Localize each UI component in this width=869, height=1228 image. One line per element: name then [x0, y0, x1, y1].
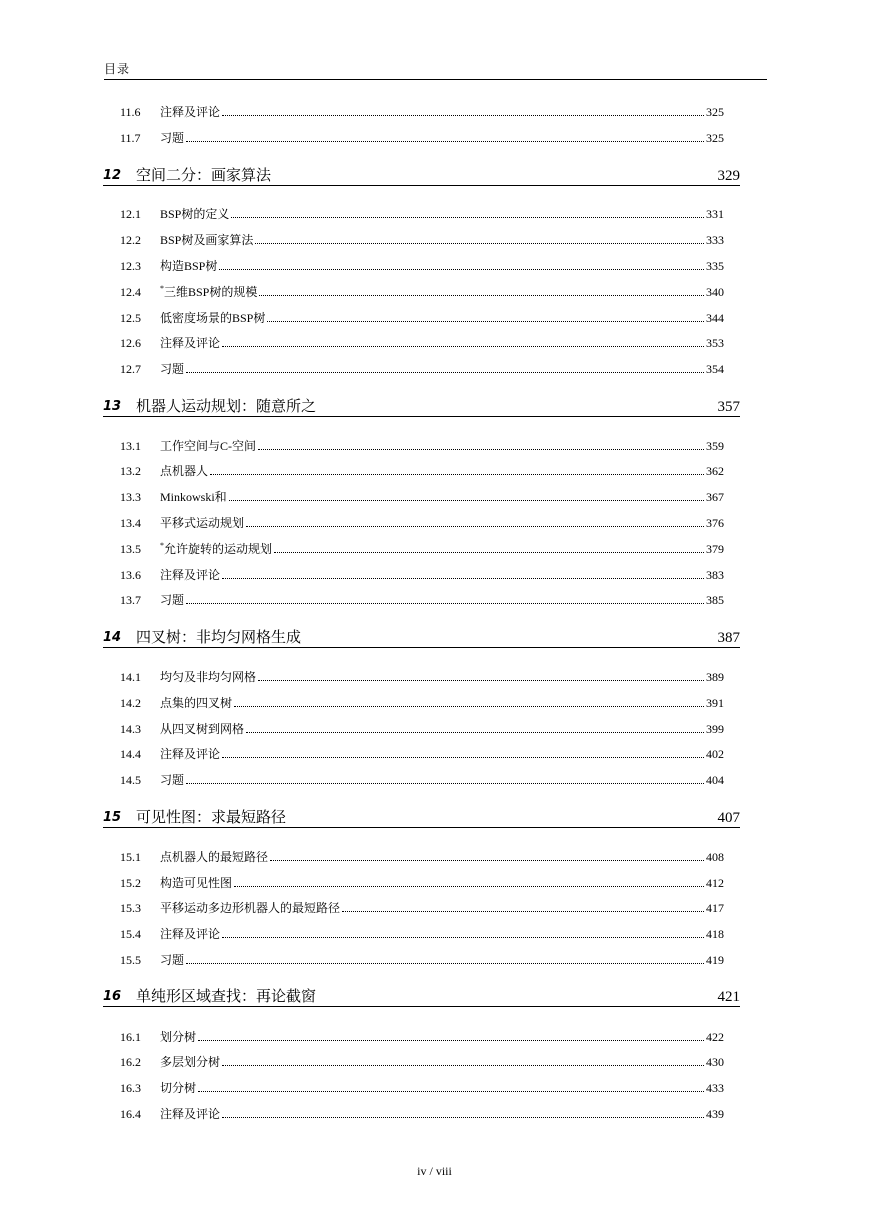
section-title: 习题: [160, 773, 185, 787]
section-number: 14.3: [120, 722, 141, 736]
section-title: 从四叉树到网格: [160, 722, 245, 736]
chapter-title: 机器人运动规划：随意所之: [136, 399, 317, 415]
chapter-page: 329: [717, 168, 740, 184]
section-title: 习题: [160, 362, 185, 376]
chapter-number: 16: [103, 989, 122, 1004]
section-title: 多层划分树: [160, 1055, 221, 1069]
chapter-title: 可见性图：求最短路径: [136, 810, 287, 826]
section-page: 335: [706, 259, 724, 273]
section-title-wrap: [160, 593, 184, 607]
toc-entry: [120, 512, 724, 530]
chapter-page: 357: [717, 399, 740, 415]
dot-leader: [246, 526, 704, 527]
section-number: 13.5: [120, 542, 141, 556]
section-number: 13.1: [120, 439, 141, 453]
dot-leader: [186, 141, 704, 142]
chapter-page: 407: [717, 810, 740, 826]
toc-entry: [120, 949, 724, 967]
dot-leader: [186, 963, 704, 964]
chapter-page: 421: [717, 989, 740, 1005]
section-page: 418: [706, 927, 724, 941]
toc-entry: [120, 203, 724, 221]
section-title: 点机器人的最短路径: [160, 850, 269, 864]
section-page: 417: [706, 901, 724, 915]
section-number: 13.7: [120, 593, 141, 607]
dot-leader: [219, 269, 704, 270]
dot-leader: [234, 706, 704, 707]
section-title: 注释及评论: [160, 927, 221, 941]
chapter-heading: [103, 396, 740, 417]
section-page: 433: [706, 1081, 724, 1095]
chapter-heading: [103, 627, 740, 648]
section-title-wrap: [160, 696, 232, 710]
page-number: iv / viii: [417, 1164, 452, 1178]
section-page: 344: [706, 311, 724, 325]
toc-entry: [120, 332, 724, 350]
section-number: 13.2: [120, 464, 141, 478]
section-title: 均匀及非均匀网格: [160, 670, 257, 684]
section-page: 340: [706, 285, 724, 299]
section-page: 419: [706, 953, 724, 967]
section-title: 平移式运动规划: [160, 516, 245, 530]
section-title-wrap: [160, 207, 229, 221]
section-title-wrap: [160, 131, 184, 145]
dot-leader: [342, 911, 704, 912]
section-number: 14.4: [120, 747, 141, 761]
section-title-wrap: [160, 876, 232, 890]
chapter-title: 单纯形区域查找：再论截窗: [136, 989, 317, 1005]
toc-entry: [120, 358, 724, 376]
dot-leader: [198, 1091, 704, 1092]
section-title-wrap: [160, 1081, 196, 1095]
toc-entry: [120, 1077, 724, 1095]
section-number: 12.3: [120, 259, 141, 273]
section-number: 15.3: [120, 901, 141, 915]
running-header: 目录: [104, 62, 131, 76]
section-page: 385: [706, 593, 724, 607]
section-number: 14.2: [120, 696, 141, 710]
dot-leader: [234, 886, 704, 887]
toc-entry: [120, 281, 724, 299]
section-title-wrap: [160, 336, 220, 350]
section-title: 习题: [160, 131, 185, 145]
toc-entry: [120, 1103, 724, 1121]
dot-leader: [246, 732, 704, 733]
section-page: 430: [706, 1055, 724, 1069]
section-page: 404: [706, 773, 724, 787]
section-title-wrap: [160, 439, 256, 453]
section-title-wrap: [160, 516, 244, 530]
section-number: 13.4: [120, 516, 141, 530]
toc-entry: [120, 460, 724, 478]
section-title-wrap: [160, 1107, 220, 1121]
section-page: 379: [706, 542, 724, 556]
toc-entry: [120, 435, 724, 453]
section-page: 333: [706, 233, 724, 247]
chapter-heading: [103, 165, 740, 186]
section-title-wrap: [160, 464, 208, 478]
section-number: 15.2: [120, 876, 141, 890]
section-page: 376: [706, 516, 724, 530]
toc-entry: [120, 923, 724, 941]
section-title: BSP树及画家算法: [160, 233, 254, 247]
chapter-page: 387: [717, 630, 740, 646]
section-number: 12.1: [120, 207, 141, 221]
section-number: 12.7: [120, 362, 141, 376]
section-title-wrap: [160, 568, 220, 582]
toc-entry: [120, 255, 724, 273]
section-page: 367: [706, 490, 724, 504]
toc-entry: [120, 692, 724, 710]
section-title-wrap: [160, 233, 253, 247]
toc-entry: [120, 307, 724, 325]
toc-entry: [120, 538, 724, 556]
section-page: 412: [706, 876, 724, 890]
toc-entry: [120, 769, 724, 787]
section-title-wrap: [160, 773, 184, 787]
chapter-title: 四叉树：非均匀网格生成: [136, 630, 302, 646]
dot-leader: [274, 552, 704, 553]
toc-entry: [120, 872, 724, 890]
toc-entry: [120, 743, 724, 761]
section-number: 12.6: [120, 336, 141, 350]
section-title: 构造可见性图: [160, 876, 233, 890]
section-page: 422: [706, 1030, 724, 1044]
section-page: 325: [706, 131, 724, 145]
section-title-wrap: [160, 850, 268, 864]
section-number: 13.6: [120, 568, 141, 582]
section-page: 325: [706, 105, 724, 119]
section-number: 16.3: [120, 1081, 141, 1095]
section-title: 三维BSP树的规模: [164, 285, 258, 299]
dot-leader: [222, 937, 704, 938]
chapter-number: 12: [103, 168, 122, 183]
chapter-number: 14: [103, 630, 122, 645]
section-title-wrap: [160, 311, 265, 325]
section-title-wrap: [160, 539, 272, 556]
section-title: 构造BSP树: [160, 259, 218, 273]
section-title-wrap: [160, 927, 220, 941]
section-title: 注释及评论: [160, 747, 221, 761]
section-page: 399: [706, 722, 724, 736]
section-page: 391: [706, 696, 724, 710]
section-title: 习题: [160, 593, 185, 607]
section-title: 允许旋转的运动规划: [164, 542, 273, 556]
toc-entry: [120, 666, 724, 684]
section-page: 331: [706, 207, 724, 221]
dot-leader: [255, 243, 704, 244]
dot-leader: [186, 783, 704, 784]
dot-leader: [186, 372, 704, 373]
dot-leader: [222, 1117, 704, 1118]
section-title: 点机器人: [160, 464, 209, 478]
section-title: BSP树的定义: [160, 207, 230, 221]
chapter-heading: [103, 986, 740, 1007]
section-number: 16.4: [120, 1107, 141, 1121]
dot-leader: [222, 115, 704, 116]
section-title: 低密度场景的BSP树: [160, 311, 266, 325]
toc-entry: [120, 127, 724, 145]
section-number: 12.4: [120, 285, 141, 299]
dot-leader: [222, 757, 704, 758]
section-title: 工作空间与C-空间: [160, 439, 257, 453]
section-title: 注释及评论: [160, 568, 221, 582]
section-page: 383: [706, 568, 724, 582]
section-title-wrap: [160, 282, 257, 299]
section-number: 16.1: [120, 1030, 141, 1044]
chapter-title: 空间二分：画家算法: [136, 168, 272, 184]
dot-leader: [267, 321, 704, 322]
section-title-wrap: [160, 722, 244, 736]
section-title-wrap: [160, 259, 217, 273]
dot-leader: [229, 500, 704, 501]
section-title-wrap: [160, 1030, 196, 1044]
section-title-wrap: [160, 953, 184, 967]
section-number: 15.4: [120, 927, 141, 941]
section-number: 14.5: [120, 773, 141, 787]
chapter-number: 13: [103, 399, 122, 414]
section-title-wrap: [160, 901, 340, 915]
section-page: 362: [706, 464, 724, 478]
dot-leader: [198, 1040, 704, 1041]
optional-marker: *: [160, 541, 164, 550]
section-number: 13.3: [120, 490, 141, 504]
dot-leader: [222, 578, 704, 579]
optional-marker: *: [160, 284, 164, 293]
section-title: Minkowski和: [160, 490, 227, 504]
toc-entry: [120, 229, 724, 247]
dot-leader: [270, 860, 704, 861]
section-number: 11.6: [120, 105, 141, 119]
section-page: 408: [706, 850, 724, 864]
section-title-wrap: [160, 362, 184, 376]
section-title: 习题: [160, 953, 185, 967]
section-page: 389: [706, 670, 724, 684]
dot-leader: [222, 346, 704, 347]
section-page: 402: [706, 747, 724, 761]
section-number: 12.5: [120, 311, 141, 325]
section-page: 354: [706, 362, 724, 376]
toc-entry: [120, 486, 724, 504]
toc-entry: [120, 1051, 724, 1069]
section-title-wrap: [160, 747, 220, 761]
section-title: 切分树: [160, 1081, 197, 1095]
dot-leader: [258, 449, 704, 450]
toc-entry: [120, 846, 724, 864]
dot-leader: [258, 680, 704, 681]
section-number: 16.2: [120, 1055, 141, 1069]
section-title-wrap: [160, 105, 220, 119]
section-number: 11.7: [120, 131, 141, 145]
section-number: 12.2: [120, 233, 141, 247]
dot-leader: [186, 603, 704, 604]
section-title-wrap: [160, 490, 227, 504]
section-number: 15.1: [120, 850, 141, 864]
dot-leader: [259, 295, 704, 296]
dot-leader: [210, 474, 704, 475]
section-title: 注释及评论: [160, 336, 221, 350]
section-title: 注释及评论: [160, 1107, 221, 1121]
section-page: 439: [706, 1107, 724, 1121]
chapter-heading: [103, 807, 740, 828]
toc-entry: [120, 564, 724, 582]
section-number: 15.5: [120, 953, 141, 967]
section-title: 划分树: [160, 1030, 197, 1044]
section-page: 359: [706, 439, 724, 453]
section-number: 14.1: [120, 670, 141, 684]
section-title: 平移运动多边形机器人的最短路径: [160, 901, 341, 915]
chapter-number: 15: [103, 810, 122, 825]
dot-leader: [222, 1065, 704, 1066]
toc-entry: [120, 718, 724, 736]
section-title-wrap: [160, 670, 256, 684]
section-page: 353: [706, 336, 724, 350]
toc-entry: [120, 589, 724, 607]
toc-entry: [120, 1026, 724, 1044]
toc-entry: [120, 897, 724, 915]
dot-leader: [231, 217, 704, 218]
section-title-wrap: [160, 1055, 220, 1069]
section-title: 注释及评论: [160, 105, 221, 119]
section-title: 点集的四叉树: [160, 696, 233, 710]
toc-entry: [120, 101, 724, 119]
